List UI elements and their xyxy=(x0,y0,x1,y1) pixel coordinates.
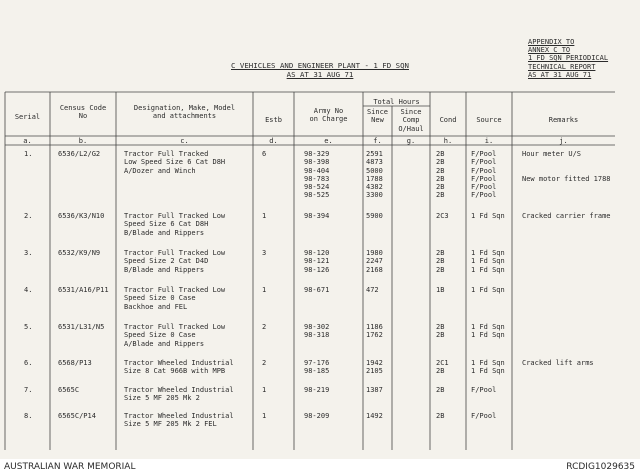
column-letter: g. xyxy=(406,137,416,145)
appendix-line: ANNEX C TO xyxy=(528,46,571,55)
cell-hours-since-new: 1492 xyxy=(366,412,383,420)
cell-census-code: 6565C xyxy=(58,386,80,394)
document-date: AS AT 31 AUG 71 xyxy=(286,70,354,79)
header-estb: Estb xyxy=(265,116,282,124)
footer xyxy=(0,459,640,475)
cell-hours-since-new: 1942 2105 xyxy=(366,359,383,376)
cell-estb: 1 xyxy=(262,412,267,420)
cell-designation: Tractor Full Tracked Low Speed Size 0 Case A/Blade and Rippers xyxy=(124,323,226,348)
cell-source: 1 Fd Sqn 1 Fd Sqn xyxy=(471,323,505,340)
cell-army-no: 98-120 98-121 98-126 xyxy=(304,249,330,274)
cell-serial: 3. xyxy=(24,249,33,257)
column-letter: h. xyxy=(443,137,453,145)
cell-army-no: 98-209 xyxy=(304,412,330,420)
footer-record-id: RCDIG1029635 xyxy=(566,462,635,472)
header-total-hours: Total Hours xyxy=(373,98,420,106)
cell-source: F/Pool F/Pool F/Pool F/Pool F/Pool F/Pool xyxy=(471,150,497,200)
cell-estb: 1 xyxy=(262,212,267,220)
footer-institution: AUSTRALIAN WAR MEMORIAL xyxy=(4,462,136,472)
header-remarks: Remarks xyxy=(548,116,579,124)
cell-cond: 2B xyxy=(436,412,445,420)
cell-census-code: 6531/A16/P11 xyxy=(58,286,109,294)
cell-census-code: 6565C/P14 xyxy=(58,412,96,420)
cell-serial: 4. xyxy=(24,286,33,294)
column-letter: j. xyxy=(559,137,568,145)
cell-census-code: 6531/L31/N5 xyxy=(58,323,105,331)
cell-cond: 1B xyxy=(436,286,445,294)
cell-source: 1 Fd Sqn 1 Fd Sqn 1 Fd Sqn xyxy=(471,249,505,274)
column-letter: i. xyxy=(484,137,494,145)
cell-hours-since-new: 1186 1762 xyxy=(366,323,383,340)
cell-serial: 7. xyxy=(24,386,33,394)
cell-source: F/Pool xyxy=(471,412,497,420)
cell-army-no: 98-671 xyxy=(304,286,330,294)
header-army-no: Army No on Charge xyxy=(309,107,348,124)
cell-designation: Tractor Wheeled Industrial Size 5 MF 205 Mk 2 xyxy=(124,386,234,403)
column-letter: f. xyxy=(373,137,382,145)
column-letter: e. xyxy=(324,137,333,145)
cell-estb: 6 xyxy=(262,150,267,158)
cell-designation: Tractor Wheeled Industrial Size 5 MF 205 Mk 2 FEL xyxy=(124,412,234,429)
cell-estb: 2 xyxy=(262,323,267,331)
header-since-new: Since New xyxy=(366,108,389,125)
cell-army-no: 98-302 98-318 xyxy=(304,323,330,340)
cell-source: 1 Fd Sqn xyxy=(471,286,505,294)
cell-census-code: 6536/K3/N10 xyxy=(58,212,105,220)
cell-hours-since-new: 2591 4873 5000 1788 4382 3300 xyxy=(366,150,383,200)
header-serial: Serial xyxy=(14,113,41,121)
cell-army-no: 98-329 98-398 98-404 98-783 98-524 98-525 xyxy=(304,150,330,200)
appendix-line: TECHNICAL REPORT xyxy=(528,62,596,71)
cell-source: 1 Fd Sqn xyxy=(471,212,505,220)
cell-cond: 2C3 xyxy=(436,212,449,220)
header-source: Source xyxy=(476,116,502,124)
cell-hours-since-new: 472 xyxy=(366,286,379,294)
column-letter: c. xyxy=(180,137,189,145)
appendix-line: APPENDIX TO xyxy=(528,38,575,46)
cell-army-no: 98-219 xyxy=(304,386,330,394)
cell-serial: 5. xyxy=(24,323,33,331)
cell-hours-since-new: 5900 xyxy=(366,212,383,220)
cell-source: F/Pool xyxy=(471,386,497,394)
cell-army-no: 98-394 xyxy=(304,212,330,220)
cell-designation: Tractor Full Tracked Low Speed Size 0 Case Backhoe and FEL xyxy=(124,286,226,311)
document-title: C VEHICLES AND ENGINEER PLANT - 1 FD SQN xyxy=(231,61,409,70)
header-designation: Designation, Make, Model and attachments xyxy=(133,104,236,121)
cell-designation: Tractor Wheeled Industrial Size 8 Cat 966B with MPB xyxy=(124,359,234,376)
cell-serial: 1. xyxy=(24,150,33,158)
cell-designation: Tractor Full Tracked Low Speed Size 2 Cat D4D B/Blade and Rippers xyxy=(124,249,226,274)
cell-census-code: 6536/L2/G2 xyxy=(58,150,101,158)
cell-cond: 2C1 2B xyxy=(436,359,449,376)
header-since-comp: Since Comp O/Haul xyxy=(398,108,424,133)
appendix-line: 1 FD SQN PERIODICAL xyxy=(528,54,609,63)
cell-cond: 2B 2B xyxy=(436,323,445,340)
cell-cond: 2B 2B 2B xyxy=(436,249,445,274)
cell-cond: 2B xyxy=(436,386,445,394)
appendix-line: AS AT 31 AUG 71 xyxy=(528,70,592,79)
column-letter: b. xyxy=(78,137,88,145)
cell-army-no: 97-176 98-185 xyxy=(304,359,330,376)
cell-estb: 1 xyxy=(262,286,267,294)
cell-census-code: 6532/K9/N9 xyxy=(58,249,101,257)
cell-source: 1 Fd Sqn 1 Fd Sqn xyxy=(471,359,505,376)
header-census-code: Census Code No xyxy=(59,104,107,121)
cell-designation: Tractor Full Tracked Low Speed Size 6 Cat D8H B/Blade and Rippers xyxy=(124,212,226,237)
cell-serial: 6. xyxy=(24,359,33,367)
cell-remarks: Cracked lift arms xyxy=(522,359,594,367)
cell-cond: 2B 2B 2B 2B 2B 2B xyxy=(436,150,445,200)
header-cond: Cond xyxy=(439,116,457,124)
column-letter: a. xyxy=(23,137,32,145)
cell-serial: 2. xyxy=(24,212,33,220)
cell-census-code: 6568/P13 xyxy=(58,359,92,367)
cell-remarks: Cracked carrier frame xyxy=(522,212,611,220)
cell-remarks: Hour meter U/S New motor fitted 1788 xyxy=(522,150,611,183)
cell-designation: Tractor Full Tracked Low Speed Size 6 Cat D8H A/Dozer and Winch xyxy=(124,150,226,175)
cell-hours-since-new: 1387 xyxy=(366,386,383,394)
cell-estb: 2 xyxy=(262,359,267,367)
cell-hours-since-new: 1980 2247 2168 xyxy=(366,249,383,274)
column-letter: d. xyxy=(269,137,278,145)
cell-serial: 8. xyxy=(24,412,33,420)
cell-estb: 3 xyxy=(262,249,267,257)
cell-estb: 1 xyxy=(262,386,267,394)
